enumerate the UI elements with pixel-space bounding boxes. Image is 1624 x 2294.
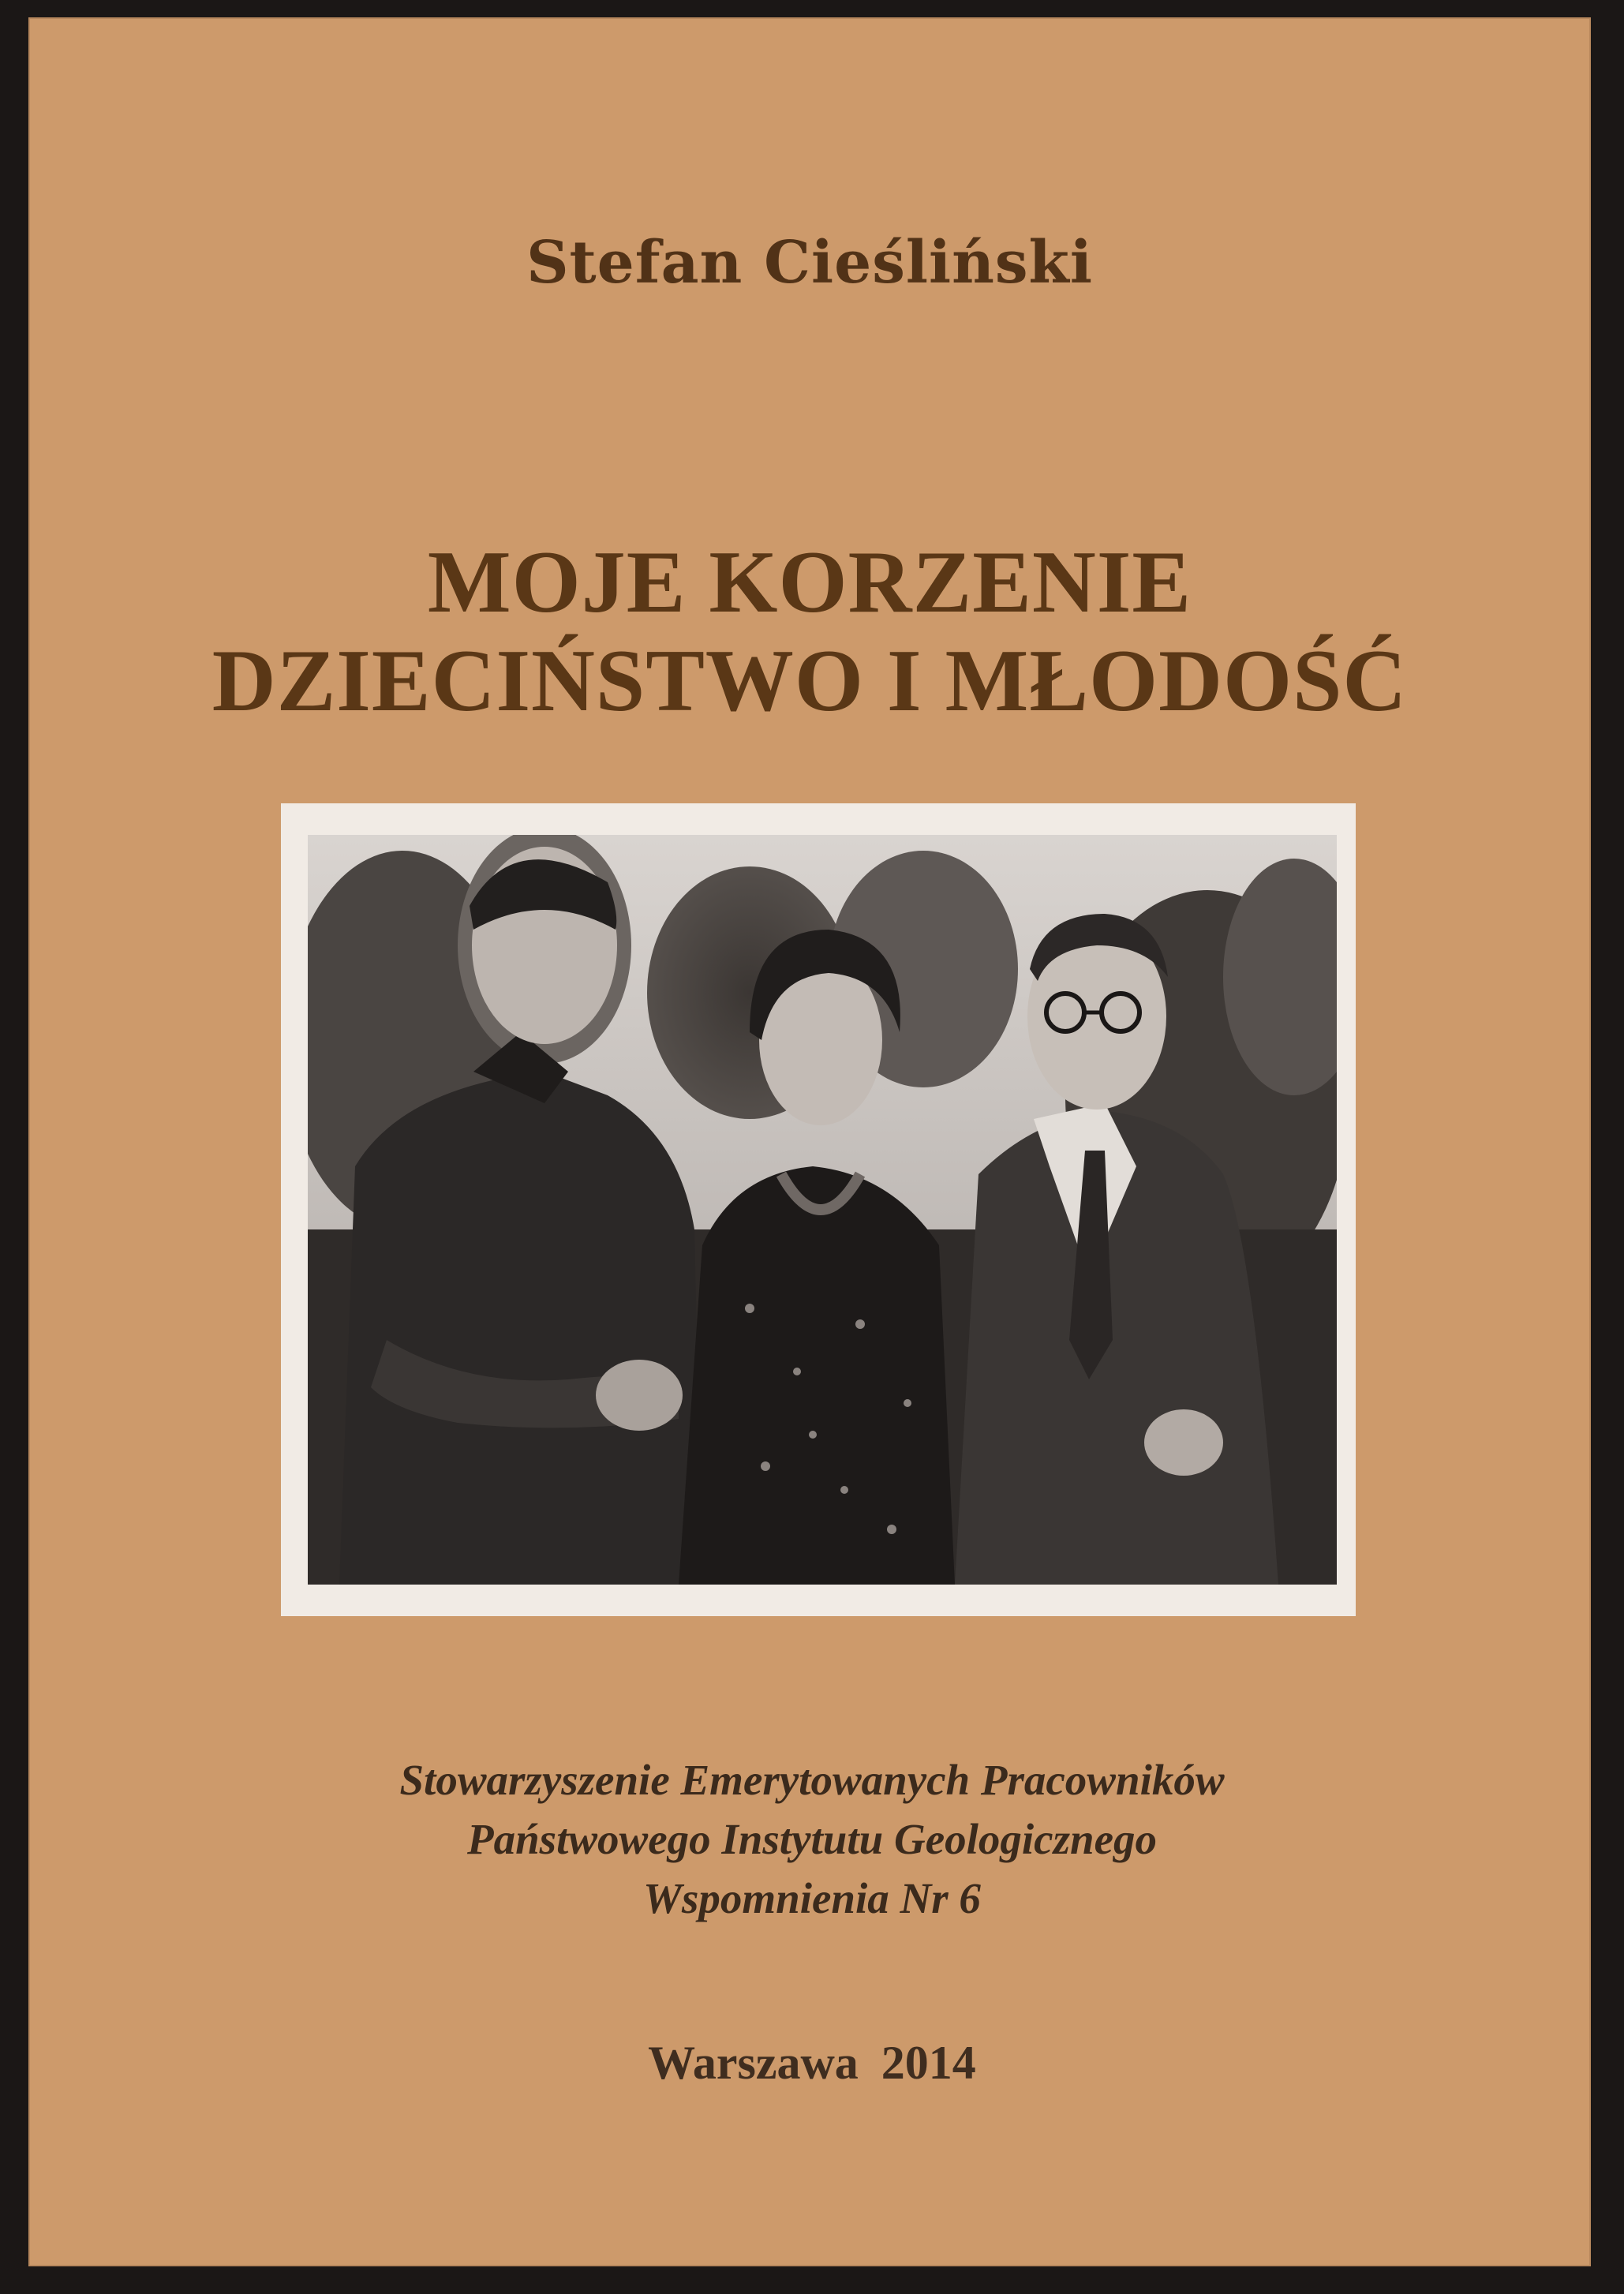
title-line-2: DZIECIŃSTWO I MŁODOŚĆ: [211, 632, 1408, 730]
author-name: Stefan Cieśliński: [526, 229, 1093, 297]
title-line-1: MOJE KORZENIE: [427, 533, 1192, 631]
series-label: Wspomnienia Nr 6: [643, 1874, 981, 1922]
place-and-year: Warszawa 2014: [648, 2037, 976, 2089]
publisher-line-1: Stowarzyszenie Emerytowanych Pracowników: [399, 1756, 1225, 1804]
publisher-line-2: Państwowego Instytutu Geologicznego: [467, 1815, 1157, 1863]
family-photo-icon: [308, 835, 1337, 1585]
